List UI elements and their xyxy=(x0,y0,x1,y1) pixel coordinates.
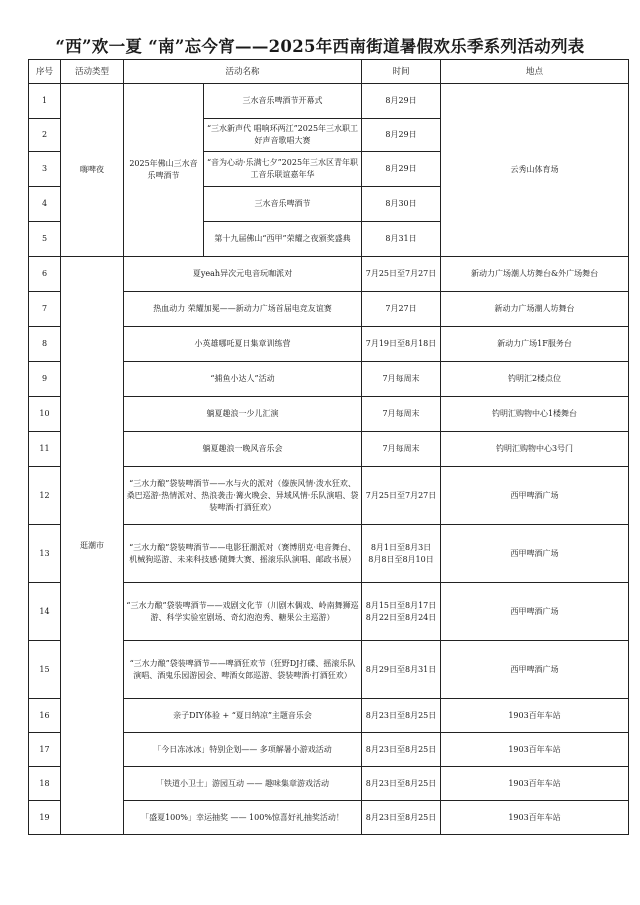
activity-place: 钓明汇购物中心3号门 xyxy=(441,432,629,467)
activity-time: 8月29日 xyxy=(362,84,441,119)
activity-place: 1903百年车站 xyxy=(441,801,629,835)
activity-place: 钓明汇购物中心1楼舞台 xyxy=(441,397,629,432)
activity-place: 西甲啤酒广场 xyxy=(441,583,629,641)
activity-place: 新动力广场1F服务台 xyxy=(441,327,629,362)
row-no: 11 xyxy=(29,432,61,467)
activity-time: 7月25日至7月27日 xyxy=(362,257,441,292)
activity-name: 小英雄哪吒夏日集章训练营 xyxy=(124,327,362,362)
activity-time: 8月29日 xyxy=(362,119,441,152)
activity-name: “三水力酿”袋装啤酒节——戏剧文化节（川剧木偶戏、岭南舞狮巡游、科学实验室剧场、奇幻泡泡秀、糖果公主巡游） xyxy=(124,583,362,641)
row-no: 19 xyxy=(29,801,61,835)
row-no: 2 xyxy=(29,119,61,152)
activity-time: 7月每周末 xyxy=(362,432,441,467)
activity-name: 夏yeah异次元电音玩咖派对 xyxy=(124,257,362,292)
activity-time: 7月每周末 xyxy=(362,362,441,397)
table-row xyxy=(29,84,629,119)
row-no: 18 xyxy=(29,767,61,801)
activity-place: 新动力广场潮人坊舞台&外广场舞台 xyxy=(441,257,629,292)
header-row xyxy=(29,60,629,84)
header-type: 活动类型 xyxy=(61,60,124,84)
activity-place: 西甲啤酒广场 xyxy=(441,641,629,699)
activity-name: 「铁道小卫士」游园互动 —— 趣味集章游戏活动 xyxy=(124,767,362,801)
activity-time: 7月27日 xyxy=(362,292,441,327)
row-no: 6 xyxy=(29,257,61,292)
activity-name: 第十九届佛山“西甲”荣耀之夜颁奖盛典 xyxy=(204,222,362,257)
activity-place: 钓明汇2楼点位 xyxy=(441,362,629,397)
activity-time: 7月25日至7月27日 xyxy=(362,467,441,525)
activity-place: 1903百年车站 xyxy=(441,733,629,767)
activity-place: 新动力广场潮人坊舞台 xyxy=(441,292,629,327)
activity-name: 「今日冻冰冰」特别企划—— 多项解暑小游戏活动 xyxy=(124,733,362,767)
row-no: 3 xyxy=(29,152,61,187)
activity-name: “三水新声代 唱响环两江”2025年三水职工好声音歌唱大赛 xyxy=(204,119,362,152)
activity-name: 躺夏趣浪一少儿汇演 xyxy=(124,397,362,432)
activity-time: 7月每周末 xyxy=(362,397,441,432)
activity-place: 云秀山体育场 xyxy=(441,84,629,257)
activity-place: 西甲啤酒广场 xyxy=(441,525,629,583)
activity-subtype: 2025年佛山三水音乐啤酒节 xyxy=(124,84,204,257)
activity-name: “三水力酿”袋装啤酒节——水与火的派对（傣族风情·泼水狂欢、桑巴巡游·热情派对、热浪袭击·篝火晚会、异域风情·乐队演唱、袋装啤酒·打酒狂欢） xyxy=(124,467,362,525)
row-no: 12 xyxy=(29,467,61,525)
activity-type: 嗨啤夜 xyxy=(61,84,124,257)
activity-name: 三水音乐啤酒节开幕式 xyxy=(204,84,362,119)
activity-place: 1903百年车站 xyxy=(441,699,629,733)
row-no: 13 xyxy=(29,525,61,583)
page-title: “西”欢一夏 “南”忘今宵——2025年西南街道暑假欢乐季系列活动列表 xyxy=(55,37,585,56)
activity-name: 热血动力 荣耀加冕——新动力广场首届电竞友谊赛 xyxy=(124,292,362,327)
activity-time: 8月23日至8月25日 xyxy=(362,733,441,767)
row-no: 4 xyxy=(29,187,61,222)
row-no: 14 xyxy=(29,583,61,641)
row-no: 8 xyxy=(29,327,61,362)
activity-time: 8月23日至8月25日 xyxy=(362,801,441,835)
activity-type: 逛潮市 xyxy=(61,257,124,835)
activity-time: 8月15日至8月17日 8月22日至8月24日 xyxy=(362,583,441,641)
activity-time: 8月30日 xyxy=(362,187,441,222)
row-no: 10 xyxy=(29,397,61,432)
row-no: 15 xyxy=(29,641,61,699)
activity-time: 8月23日至8月25日 xyxy=(362,767,441,801)
activity-name: 三水音乐啤酒节 xyxy=(204,187,362,222)
header-no: 序号 xyxy=(29,60,61,84)
activity-name: 「盛夏100%」幸运抽奖 —— 100%惊喜好礼抽奖活动！ xyxy=(124,801,362,835)
activity-name: “音为心动·乐满七夕”2025年三水区青年职工音乐联谊嘉年华 xyxy=(204,152,362,187)
activity-name: “捕鱼小达人”活动 xyxy=(124,362,362,397)
activity-place: 1903百年车站 xyxy=(441,767,629,801)
table-row xyxy=(29,257,629,292)
activity-place: 西甲啤酒广场 xyxy=(441,467,629,525)
row-no: 7 xyxy=(29,292,61,327)
row-no: 17 xyxy=(29,733,61,767)
row-no: 5 xyxy=(29,222,61,257)
activity-name: 躺夏趣浪一晚风音乐会 xyxy=(124,432,362,467)
activity-time: 8月31日 xyxy=(362,222,441,257)
header-time: 时间 xyxy=(362,60,441,84)
row-no: 16 xyxy=(29,699,61,733)
row-no: 9 xyxy=(29,362,61,397)
activity-time: 8月23日至8月25日 xyxy=(362,699,441,733)
activity-table xyxy=(28,59,629,835)
row-no: 1 xyxy=(29,84,61,119)
activity-time: 8月29日 xyxy=(362,152,441,187)
activity-time: 7月19日至8月18日 xyxy=(362,327,441,362)
activity-time: 8月1日至8月3日 8月8日至8月10日 xyxy=(362,525,441,583)
header-name: 活动名称 xyxy=(124,60,362,84)
activity-time: 8月29日至8月31日 xyxy=(362,641,441,699)
header-place: 地点 xyxy=(441,60,629,84)
activity-name: “三水力酿”袋装啤酒节——电影狂潮派对（赛博朋克·电音舞台、机械狗巡游、未来科技感·随舞大赛、摇滚乐队演唱、邮政书展） xyxy=(124,525,362,583)
activity-name: 亲子DIY体验 + “夏日纳凉”主题音乐会 xyxy=(124,699,362,733)
activity-name: “三水力酿”袋装啤酒节——啤酒狂欢节（狂野DJ打碟、摇滚乐队演唱、酒鬼乐园游园会、啤酒女郎巡游、袋装啤酒·打酒狂欢） xyxy=(124,641,362,699)
